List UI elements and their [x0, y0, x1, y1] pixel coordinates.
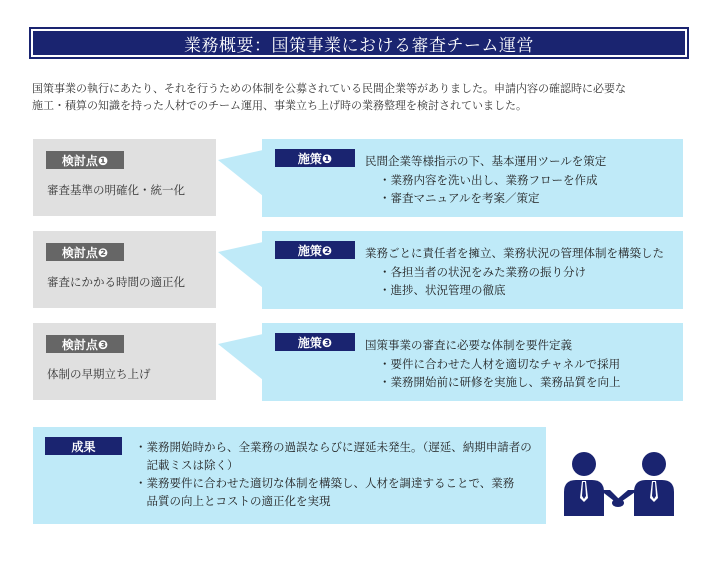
intro-line: 施工・積算の知識を持った人材でのチーム運用、事業立ち上げ時の業務整理を検討されていました。 [32, 99, 527, 112]
check-point-label: 検討点❷ [46, 243, 124, 261]
measure-sub-text: ・要件に合わせた人材を適切なチャネルで採用 [379, 357, 621, 371]
check-point-text: 体制の早期立ち上げ [47, 367, 151, 381]
measure-main-text: 業務ごとに責任者を擁立、業務状況の管理体制を構築した [365, 246, 664, 260]
arrow-connector-3 [218, 332, 263, 382]
check-point-text: 審査基準の明確化・統一化 [47, 183, 185, 197]
measure-sub-text: ・各担当者の状況をみた業務の振り分け [379, 265, 586, 279]
check-point-3 [33, 323, 216, 400]
result-line: 品質の向上とコストの適正化を実現 [135, 494, 331, 508]
result-line: ・業務開始時から、全業務の過誤ならびに遅延未発生。（遅延、納期申請者の [135, 440, 532, 454]
check-point-1 [33, 139, 216, 216]
page-title: 業務概要：国策事業における審査チーム運営 [29, 27, 689, 59]
measure-sub-text: ・進捗、状況管理の徹底 [379, 283, 506, 297]
measure-main-text: 国策事業の審査に必要な体制を要件定義 [365, 338, 572, 352]
measure-main-text: 民間企業等様指示の下、基本運用ツールを策定 [365, 154, 607, 168]
result-line: ・業務要件に合わせた適切な体制を構築し、人材を調達することで、業務 [135, 476, 515, 490]
measure-2 [262, 231, 683, 309]
measure-label: 施策❷ [275, 241, 355, 259]
result-text [135, 438, 545, 510]
check-point-label: 検討点❶ [46, 151, 124, 169]
measure-1 [262, 139, 683, 217]
result-label: 成果 [45, 437, 122, 455]
check-point-label: 検討点❸ [46, 335, 124, 353]
measure-sub-text: ・業務内容を洗い出し、業務フローを作成 [379, 173, 598, 187]
measure-label: 施策❸ [275, 333, 355, 351]
measure-sub-text: ・審査マニュアルを考案／策定 [379, 191, 540, 205]
measure-sub-text: ・業務開始前に研修を実施し、業務品質を向上 [379, 375, 621, 389]
arrow-connector-2 [218, 240, 263, 290]
result-line: 記載ミスは除く） [135, 458, 239, 472]
measure-3 [262, 323, 683, 401]
arrow-connector-1 [218, 148, 263, 198]
check-point-2 [33, 231, 216, 308]
intro-text [32, 80, 692, 114]
result-panel [33, 427, 546, 524]
measure-label: 施策❶ [275, 149, 355, 167]
check-point-text: 審査にかかる時間の適正化 [47, 275, 185, 289]
handshake-people-icon [562, 450, 674, 516]
intro-line: 国策事業の執行にあたり、それを行うための体制を公募されている民間企業等がありました。申請内容の確認時に必要な [32, 82, 626, 95]
